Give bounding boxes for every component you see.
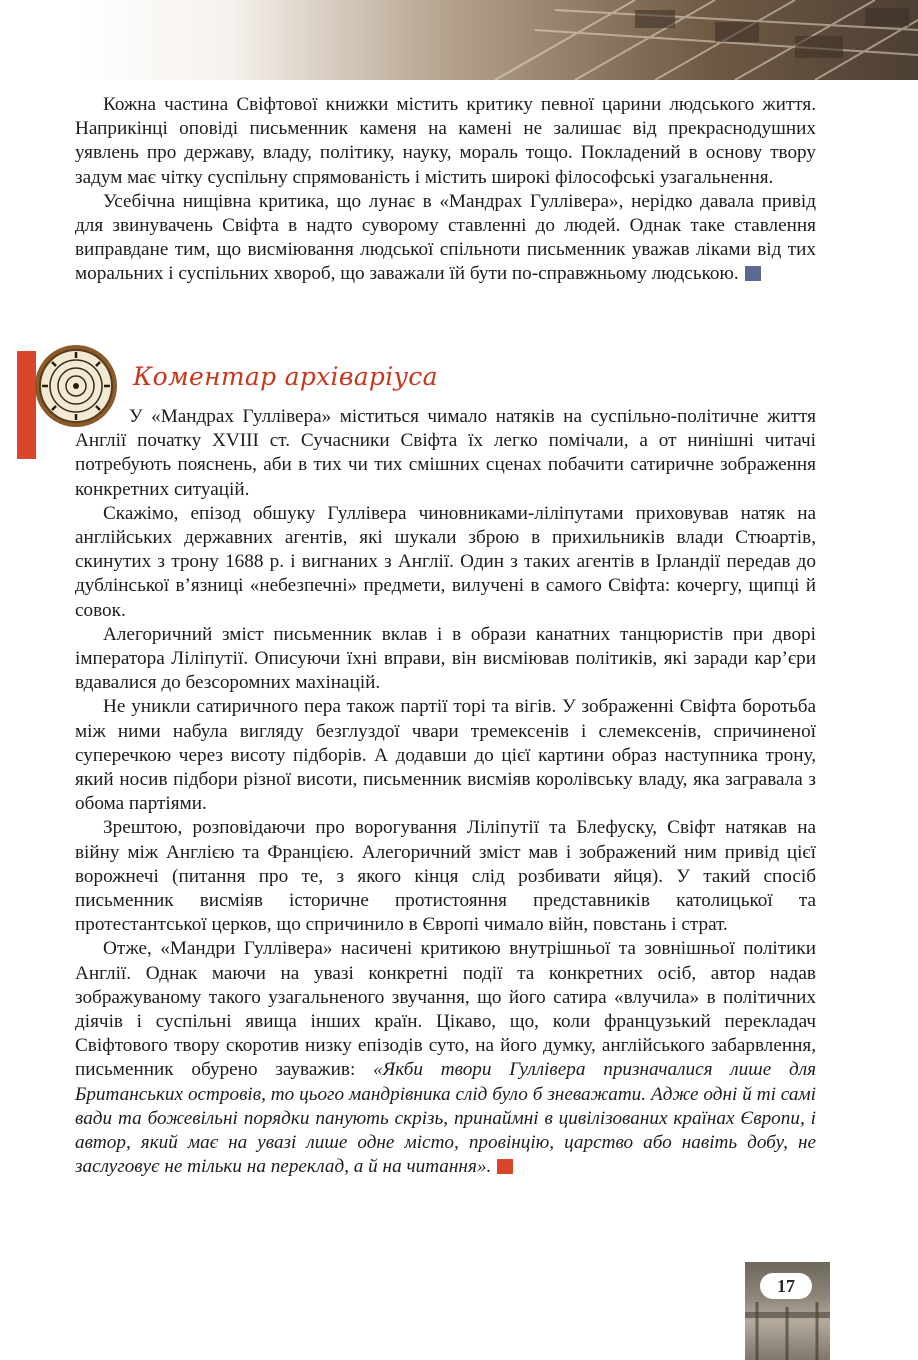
paragraph: Зрештою, розповідаючи про ворогування Ліліпутії та Блефуску, Свіфт натякав на війну між Англією та Францією. Алегоричний зміст мав і зображений ним привід цієї ворожнечі (питання про те, з якого кінця слід розбивати яйця). У такий спосіб письменник висміяв історичне протистояння представників католицької та протестантської церков, що спричинило в Європі чимало війн, повстань і страт. xyxy=(75,817,816,936)
ceiling-pattern xyxy=(75,0,918,80)
paragraph: Алегоричний зміст письменник вклав і в образи канатних танцюристів при дворі імператора Ліліпутії. Описуючи їхні вправи, він висміював політиків, які заради кар’єри вдавалися до безсоромних махінацій. xyxy=(75,623,816,694)
paragraph: Усебічна нищівна критика, що лунає в «Мандрах Гуллівера», нерідко давала привід для звинувачень Свіфта в надто суворому ставленні до людей. Однак таке ставлення виправдане тим, що висміювання людської спільноти письменник уважав ліками від тих моральних і суспільних хвороб, що заважали їй бути по-справжньому людською. xyxy=(75,190,816,285)
archivist-text-block xyxy=(75,405,816,1180)
paragraph: Скажімо, епізод обшуку Гуллівера чиновниками-ліліпутами приховував натяк на англійських державних агентів, які шукали зброю в прихильників влади Стюартів, скинутих з трону 1688 р. і вигнаних з Англії. Один з таких агентів в Ірландії передав до дублінської в’язниці «небезпечні» предмети, вилучені в самого Свіфта: кочергу, щипці й совок. xyxy=(75,502,816,621)
end-of-section-marker xyxy=(497,1159,513,1174)
section-title: Коментар архіваріуса xyxy=(133,362,438,391)
paragraph: У «Мандрах Гуллівера» міститься чимало натяків на суспільно-політичне життя Англії початку XVIII ст. Сучасники Свіфта їх легко помічали, а от нинішні читачі потребують пояснень, аби в тих чи тих смішних сценах побачити сатиричне зображення конкретних ситуацій. xyxy=(75,406,816,500)
intro-text-block xyxy=(75,93,816,287)
swift-quote: «Якби твори Гуллівера призначалися лише для Британських островів, то цього мандрівника слід було б зневажати. Адже одні й ті самі вади та божевільні порядки панують скрізь, принаймні в цивілізованих країнах Європи, і автор, який має на увазі лише одне місто, провінцію, царство або навіть добу, не заслуговує не тільки на переклад, а й на читання». xyxy=(75,1059,816,1178)
decorative-ceiling-banner xyxy=(75,0,918,80)
paragraph-text: Отже, «Мандри Гуллівера» насичені критикою внутрішньої та зовнішньої політики Англії. Однак маючи на увазі конкретні події та конкретних осіб, автор надав зображуваному такого узагальненого звучання, що його сатира «влучила» в політичних діячів і суспільні явища інших країн. Цікаво, що, коли французький перекладач Свіфтового твору скоротив низку епізодів суто, на його думку, англійського забарвлення, письменник обурено зауважив: xyxy=(75,938,816,1081)
paragraph xyxy=(75,937,816,1179)
page-number: 17 xyxy=(760,1273,812,1299)
end-of-section-marker xyxy=(745,266,761,281)
paragraph: Кожна частина Свіфтової книжки містить критику певної царини людського життя. Наприкінці оповіді письменник каменя на камені не залишає від прекраснодушних уявлень про державу, владу, політику, науку, мораль тощо. Покладений в основу твору задум має чітку суспільну спрямованість і містить широкі філософські узагальнення. xyxy=(75,94,816,188)
paragraph: Не уникли сатиричного пера також партії торі та вігів. У зображенні Свіфта боротьба між ними набула вигляду безглуздої чвари тремексенів і слемексенів, спричиненої суперечкою через висоту підборів. А додавши до цієї картини образ наступника трону, який носив підбори різної висоти, письменник висміяв королівську владу, яка загравала з обома партіями. xyxy=(75,696,816,815)
